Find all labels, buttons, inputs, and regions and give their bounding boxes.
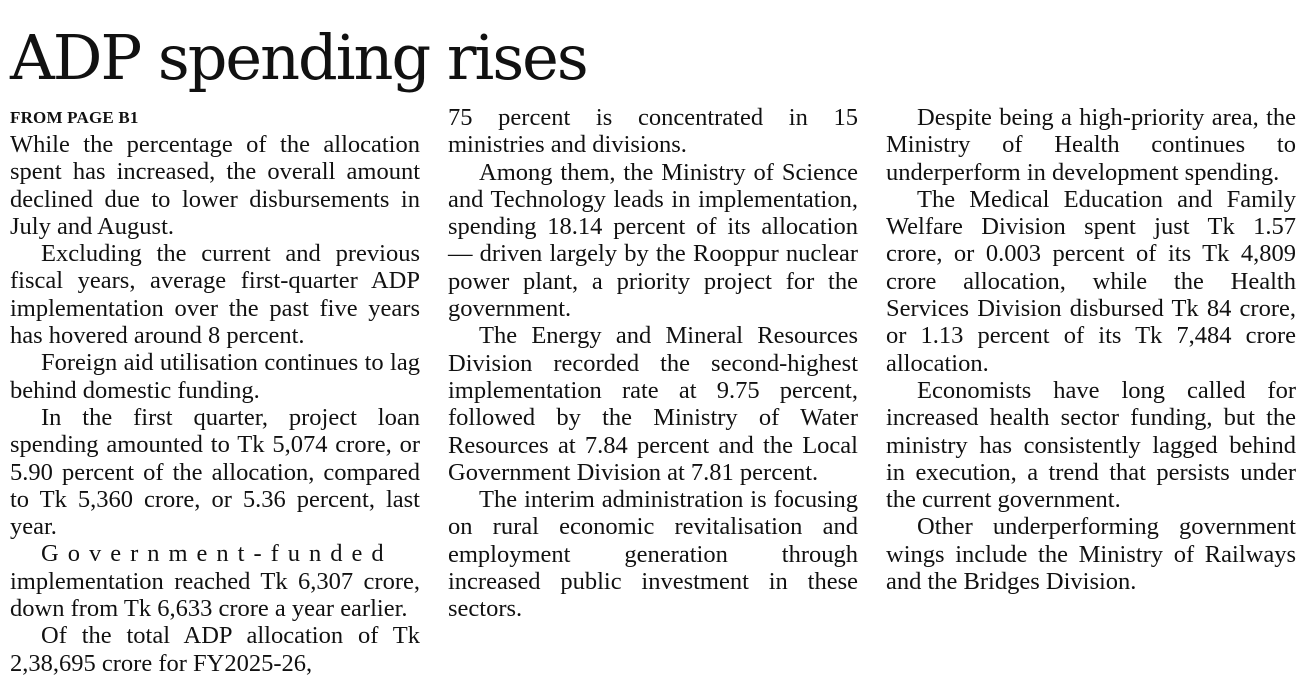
paragraph: Foreign aid utilisation continues to lag behind domestic funding.	[10, 349, 420, 404]
kicker-from-page: FROM PAGE B1	[10, 108, 139, 127]
paragraph: The Medical Education and Family Welfare Division spent just Tk 1.57 crore, or 0.003 percent of its Tk 4,809 crore allocation, while the Health Services Division disbursed Tk 84 crore, or 1.13 percent of its Tk 7,484 crore allocation.	[886, 185, 1296, 377]
article-column-3	[886, 104, 1296, 595]
paragraph: Of the total ADP allocation of Tk 2,38,695 crore for FY2025-26,	[10, 622, 420, 677]
headline: ADP spending rises	[10, 21, 587, 94]
article-column-1	[10, 104, 420, 677]
paragraph: While the percentage of the allocation spent has increased, the overall amount declined due to lower disbursements in July and August.	[10, 131, 420, 240]
paragraph-continued: implementation reached Tk 6,307 crore, down from Tk 6,633 crore a year earlier.	[10, 567, 420, 623]
paragraph: Among them, the Ministry of Science and Technology leads in implementation, spending 18.14 percent of its allocation — driven largely by the Rooppur nuclear power plant, a priority project for the government.	[448, 158, 858, 323]
article-column-2	[448, 104, 858, 623]
paragraph: The Energy and Mineral Resources Division recorded the second-highest implementation rate at 9.75 percent, followed by the Ministry of Water Resources at 7.84 percent and the Local Government Division at 7.81 percent.	[448, 322, 858, 486]
paragraph: Other underperforming government wings include the Ministry of Railways and the Bridges Division.	[886, 513, 1296, 596]
paragraph-continued: 75 percent is concentrated in 15 ministries and divisions.	[448, 104, 858, 159]
paragraph: The interim administration is focusing on rural economic revitalisation and employment generation through increased public investment in these sectors.	[448, 486, 858, 623]
paragraph: Economists have long called for increased health sector funding, but the ministry has consistently lagged behind in execution, a trend that persists under the current government.	[886, 376, 1296, 514]
paragraph: Government-funded	[41, 540, 393, 568]
paragraph: Excluding the current and previous fiscal years, average first-quarter ADP implementation over the past five years has hovered around 8 percent.	[10, 240, 420, 350]
paragraph: Despite being a high-priority area, the Ministry of Health continues to underperform in development spending.	[886, 104, 1296, 186]
paragraph: In the first quarter, project loan spending amounted to Tk 5,074 crore, or 5.90 percent of the allocation, compared to Tk 5,360 crore, or 5.36 percent, last year.	[10, 403, 420, 541]
